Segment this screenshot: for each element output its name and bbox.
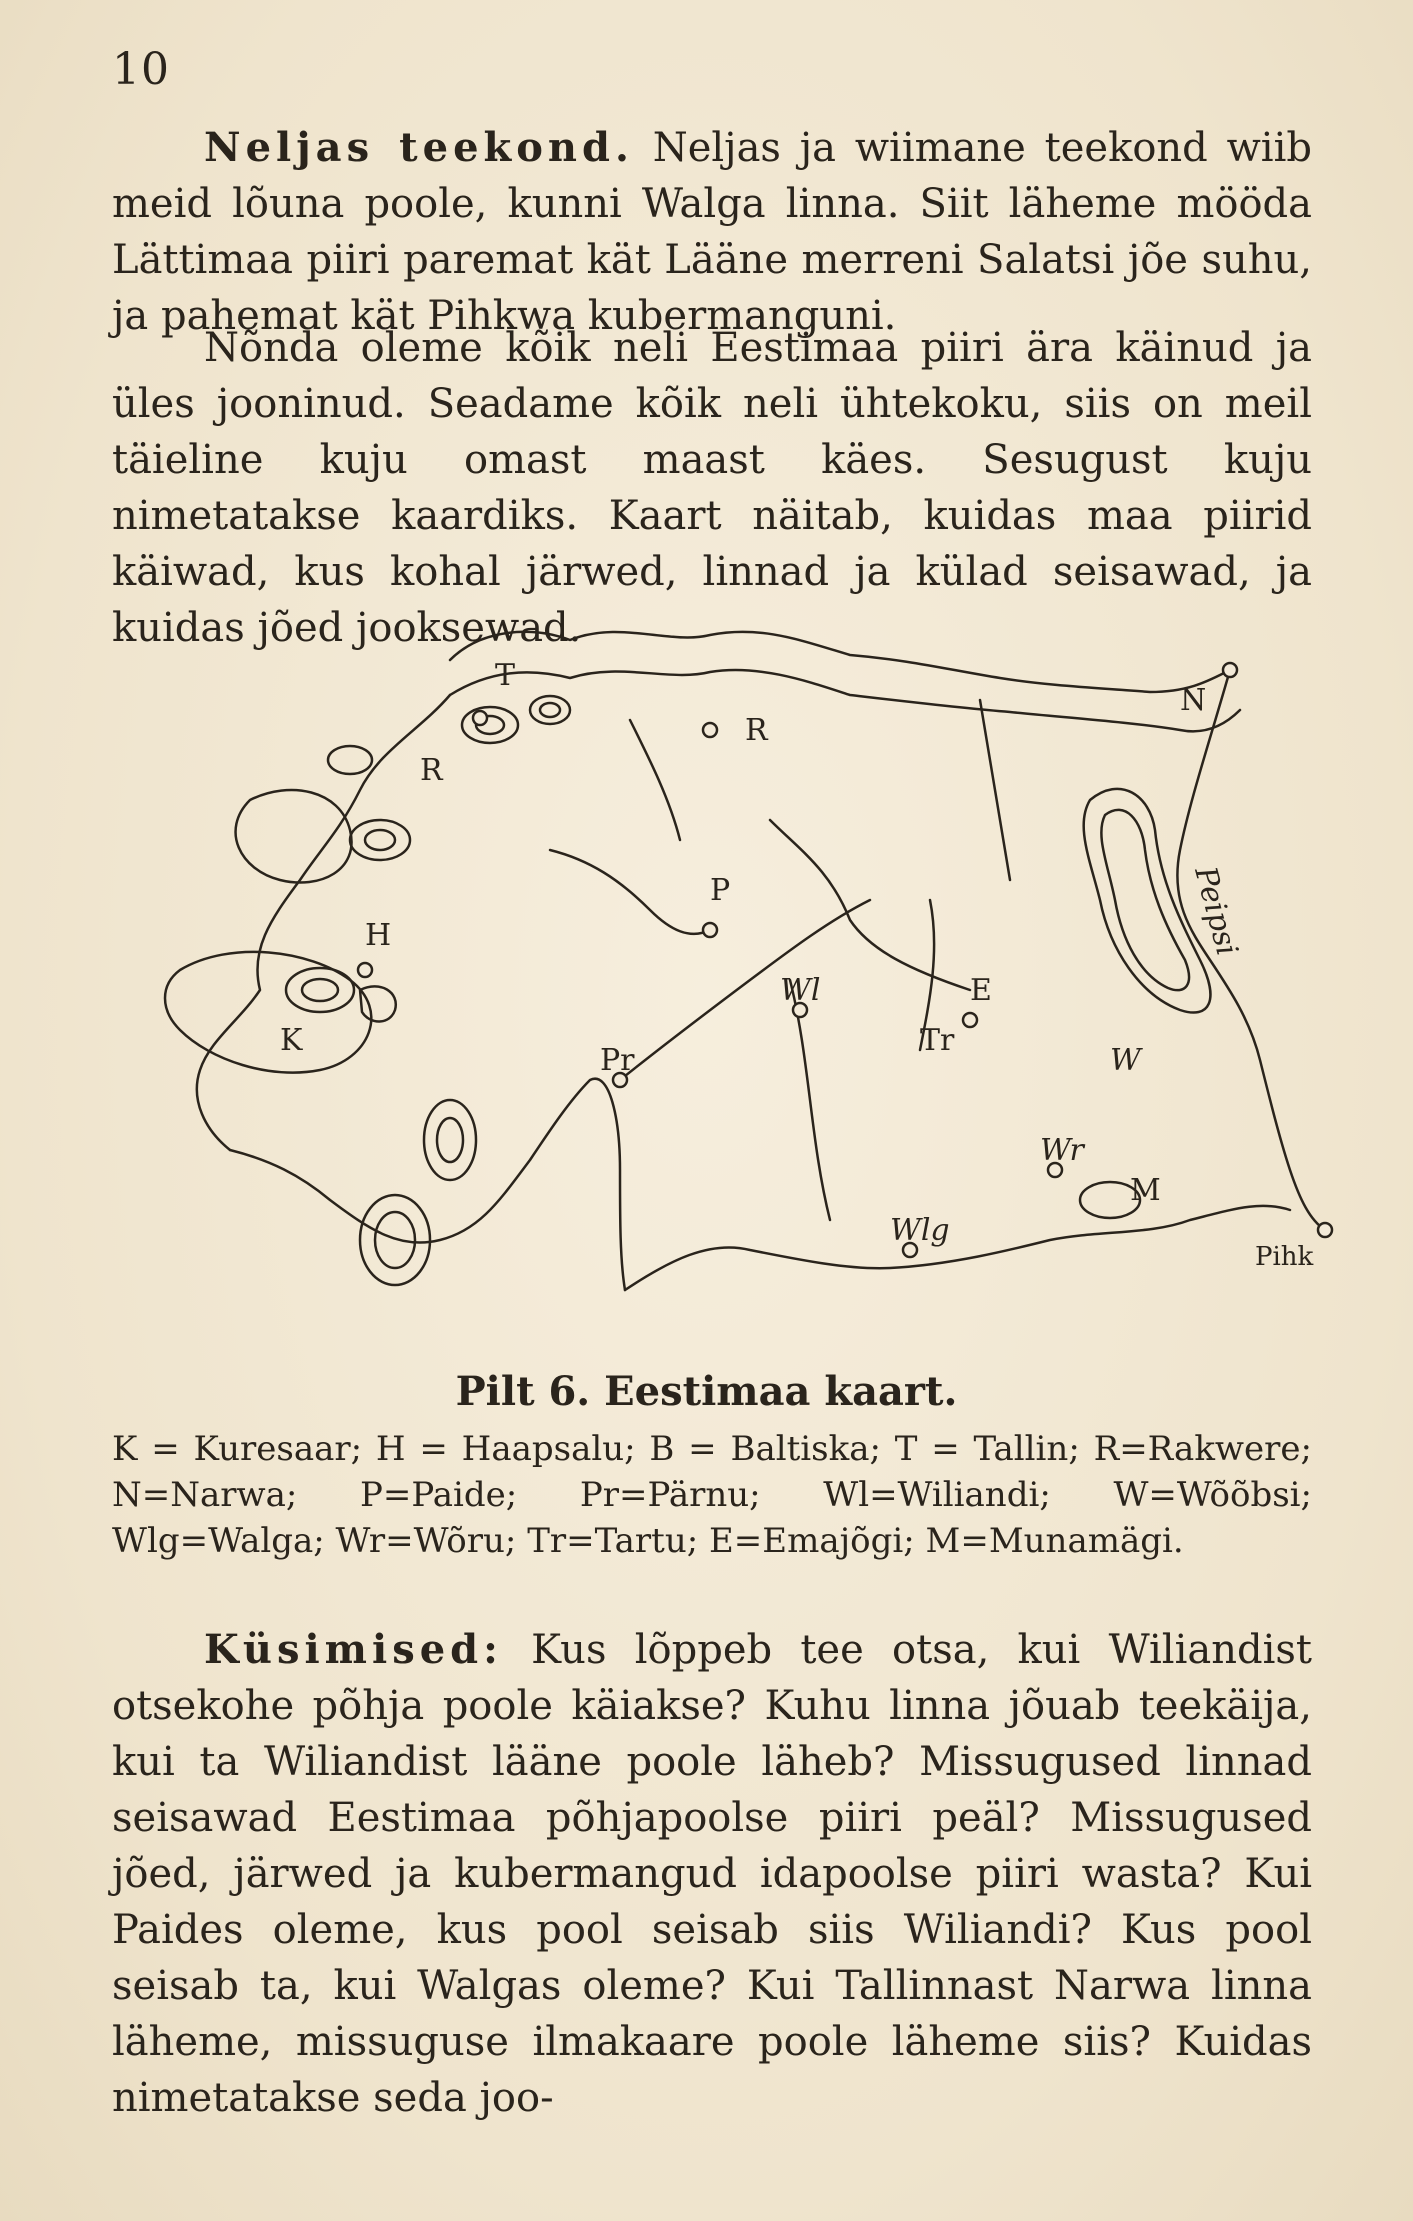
map-label-wl: Wl <box>780 973 821 1008</box>
town-marker-pihkva <box>1318 1223 1332 1237</box>
map-label-wr: Wr <box>1040 1133 1084 1168</box>
town-marker-tartu <box>963 1013 977 1027</box>
highland-contour <box>302 979 338 1001</box>
river-narva-west <box>980 700 1010 880</box>
island-saaremaa <box>165 952 371 1073</box>
southern-border <box>625 1206 1290 1290</box>
map-label-k: K <box>280 1023 303 1058</box>
questions-lead: Küsimised: <box>204 1626 503 1673</box>
map-label-m: M <box>1130 1173 1161 1208</box>
north-coastline <box>450 632 1230 692</box>
map-label-w: W <box>1110 1043 1141 1078</box>
island-muhu <box>360 986 396 1021</box>
highland-contour <box>365 830 395 850</box>
figure-caption: Pilt 6. Eestimaa kaart. <box>455 1368 958 1415</box>
river-parnu <box>620 900 870 1080</box>
questions-text: Kus lõppeb tee otsa, kui Wiliandist otsekohe põhja poole käiakse? Kuhu linna jõuab teekäija, kui ta Wiliandist lääne poole läheb? Missugused linnad seisawad Eestimaa põhjapoolse piiri peäl? Missugused jõed, järwed ja kubermangud idapoolse piiri wasta? Kui Paides oleme, kus pool seisab siis Wiliandi? Kus pool seisab ta, kui Walgas oleme? Kui Tallinnast Narwa linna läheme, missuguse ilmakaare poole läheme siis? Kuidas nimetatakse seda joo- <box>112 1627 1312 2121</box>
map-label-h: H <box>365 918 392 953</box>
paragraph-lead: Neljas teekond. <box>204 124 634 171</box>
map-label-wlg: Wlg <box>890 1213 950 1248</box>
estonia-map <box>150 600 1350 1320</box>
questions-paragraph <box>112 1622 1312 2126</box>
highland-contour <box>437 1118 463 1162</box>
paragraph-fourth-journey <box>112 120 1312 344</box>
highland-contour <box>424 1100 476 1180</box>
river-kasari <box>550 850 710 934</box>
map-label-pr: Pr <box>600 1043 635 1078</box>
map-label-r-top: R <box>745 713 768 748</box>
map-label-pihk: Pihk <box>1255 1242 1314 1272</box>
river-emajogi <box>770 820 970 990</box>
map-label-e: E <box>970 973 992 1008</box>
west-coastline <box>197 695 450 1150</box>
paragraph-text: Neljas ja wiimane teekond wiib meid lõuna poole, kunni Walga linna. Siit läheme mööda Lättimaa piiri paremat kät Lääne merreni Salatsi jõe suhu, ja pahemat kät Pihkwa kubermanguni. <box>112 125 1312 339</box>
town-marker-paide <box>703 923 717 937</box>
island-vormsi <box>328 746 372 774</box>
highland-contour <box>530 696 570 724</box>
island-kihnu-inner <box>375 1212 415 1268</box>
map-label-p: P <box>710 873 731 908</box>
north-coastline-inner <box>450 670 1240 731</box>
eastern-border <box>1177 670 1325 1230</box>
highland-contour <box>540 703 560 717</box>
town-marker-narva <box>1223 663 1237 677</box>
island-hiiumaa <box>236 790 352 883</box>
paragraph-text: Nõnda oleme kõik neli Eestimaa piiri ära käinud ja üles jooninud. Seadame kõik neli ühtekoku, siis on meil täieline kuju omast maast käes. Sesugust kuju nimetatakse kaardiks. Kaart näitab, kuidas maa piirid käiwad, kus kohal järwed, linnad ja külad seisawad, ja kuidas jõed jooksewad. <box>112 325 1312 651</box>
page-number: 10 <box>112 44 170 95</box>
river-jagala <box>630 720 680 840</box>
town-marker-rakvere <box>703 723 717 737</box>
map-label-n: N <box>1180 683 1207 718</box>
lake-peipsi-contour <box>1101 810 1189 990</box>
town-marker-tallinn <box>473 711 487 725</box>
town-marker-haapsalu <box>358 963 372 977</box>
map-label-tr: Tr <box>920 1023 955 1058</box>
island-kihnu <box>360 1195 430 1285</box>
map-legend: K = Kuresaar; H = Haapsalu; B = Baltiska; T = Tallin; R=Rakwere; N=Narwa; P=Paide; Pr=Pärnu; Wl=Wiliandi; W=Wõõbsi; Wlg=Walga; Wr=Wõru; Tr=Tartu; E=Emajõgi; M=Munamägi. <box>112 1429 1312 1561</box>
map-label-peipsi: Peipsi <box>1187 863 1245 960</box>
map-label-r-left: R <box>420 753 443 788</box>
highland-contour <box>350 820 410 860</box>
highland-contour <box>462 707 518 743</box>
map-label-t: T <box>495 658 516 693</box>
highland-contour <box>286 968 354 1012</box>
